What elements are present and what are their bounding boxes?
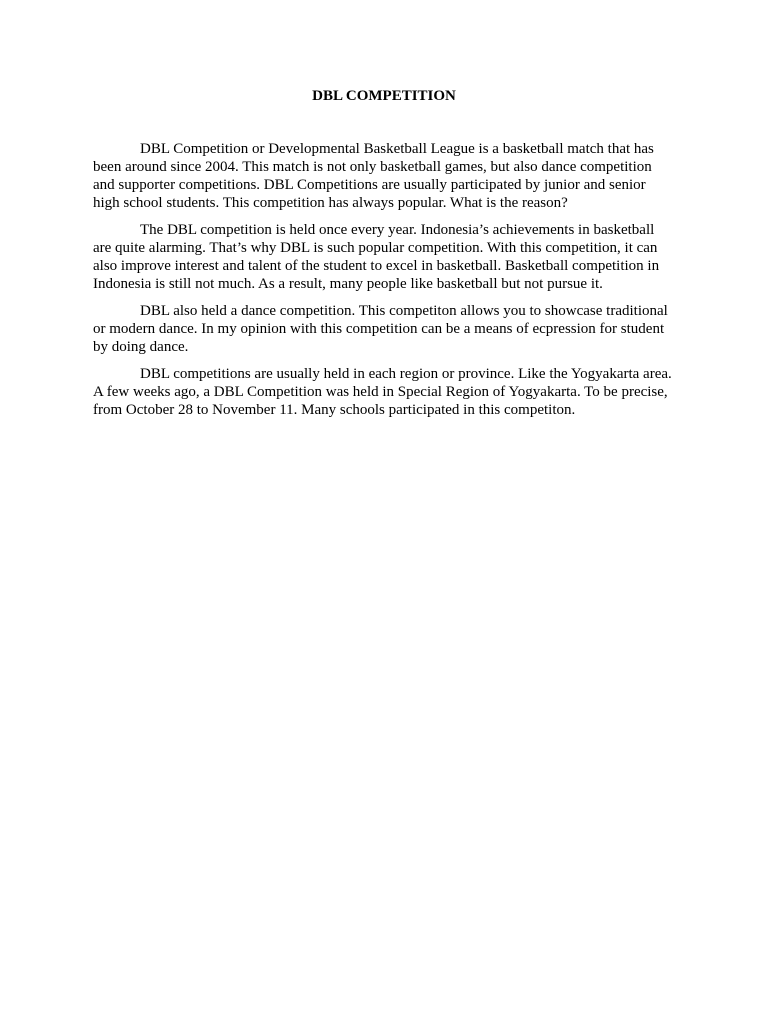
paragraph-dance: DBL also held a dance competition. This competiton allows you to showcase traditional or modern dance. In my opinion with this competition can be a means of ecpression for student by doing dance. (93, 303, 668, 355)
paragraph-intro: DBL Competition or Developmental Basketball League is a basketball match that has been around since 2004. This match is not only basketball games, but also dance competition and supporter competitions. DBL Competitions are usually participated by junior and senior high school students. This competition has always popular. What is the reason? (93, 141, 654, 211)
paragraph-region: DBL competitions are usually held in each region or province. Like the Yogyakarta area. A few weeks ago, a DBL Competition was held in Special Region of Yogyakarta. To be precise, from October 28 to November 11. Many schools participated in this competiton. (93, 366, 672, 418)
document-body (93, 86, 675, 428)
paragraph-popularity: The DBL competition is held once every year. Indonesia’s achievements in basketball are quite alarming. That’s why DBL is such popular competition. With this competition, it can also improve interest and talent of the student to excel in basketball. Basketball competition in Indonesia is still not much. As a result, many people like basketball but not pursue it. (93, 222, 660, 292)
document-title: DBL COMPETITION (312, 88, 456, 104)
